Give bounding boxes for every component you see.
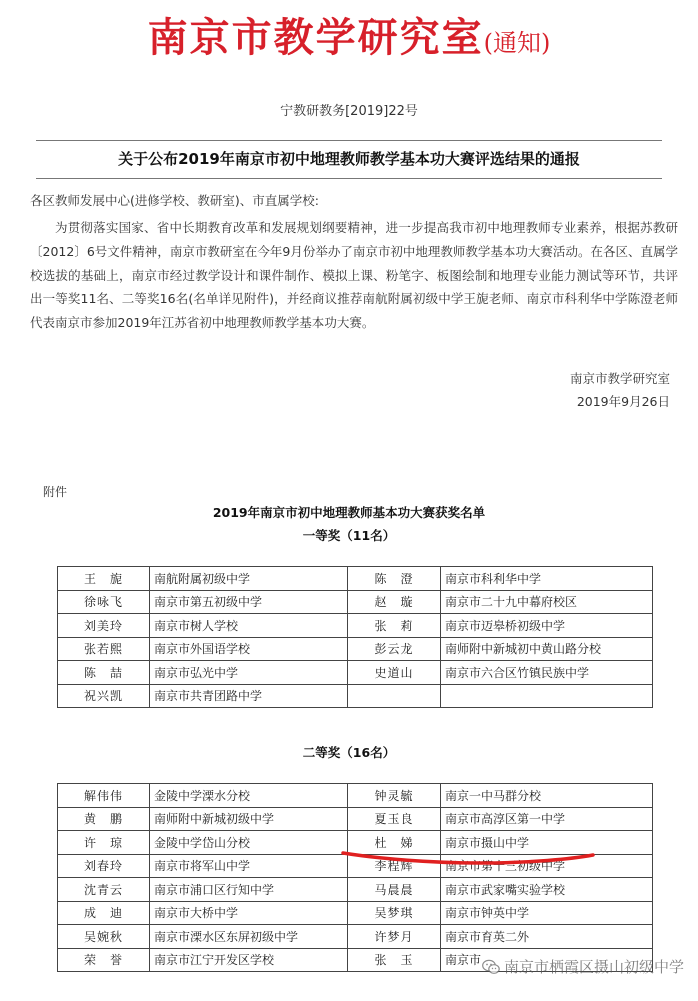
winner-school: 南京市六合区竹镇民族中学 bbox=[441, 661, 653, 685]
winner-school: 南京市江宁开发区学校 bbox=[150, 948, 348, 972]
attachment-label: 附件 bbox=[43, 485, 68, 499]
winner-school: 南京一中马群分校 bbox=[441, 784, 653, 808]
winner-name: 成 迪 bbox=[58, 901, 150, 925]
watermark bbox=[482, 956, 684, 977]
table-row bbox=[58, 901, 653, 925]
winner-school: 南京市弘光中学 bbox=[150, 661, 348, 685]
wechat-icon bbox=[482, 959, 500, 975]
table-row bbox=[58, 567, 653, 591]
second-prize-heading: 二等奖（16名） bbox=[302, 745, 396, 760]
letterhead-org: 南京市教学研究室 bbox=[147, 14, 484, 61]
winner-school: 南京市二十九中幕府校区 bbox=[441, 590, 653, 614]
winner-school: 南师附中新城初级中学 bbox=[150, 807, 348, 831]
table-row bbox=[58, 878, 653, 902]
winner-name: 吴梦琪 bbox=[348, 901, 441, 925]
table-row bbox=[58, 925, 653, 949]
signature-org: 南京市教学研究室 bbox=[569, 371, 670, 386]
winner-school: 南京市育英二外 bbox=[441, 925, 653, 949]
document-number: 宁教研教务[2019]22号 bbox=[280, 104, 418, 119]
winner-name bbox=[348, 684, 441, 708]
winner-school bbox=[441, 684, 653, 708]
winner-school: 南京市武家嘴实验学校 bbox=[441, 878, 653, 902]
winner-name: 许梦月 bbox=[348, 925, 441, 949]
divider-top bbox=[36, 140, 662, 141]
winner-name: 夏玉良 bbox=[348, 807, 441, 831]
winner-name: 黄 鹏 bbox=[58, 807, 150, 831]
winner-school: 南京市大桥中学 bbox=[150, 901, 348, 925]
winner-school: 南京市摄山中学 bbox=[441, 831, 653, 855]
first-prize-table bbox=[57, 566, 653, 708]
winner-name: 李程辉 bbox=[348, 854, 441, 878]
winner-school: 南京市第五初级中学 bbox=[150, 590, 348, 614]
winner-school: 南京市迈皋桥初级中学 bbox=[441, 614, 653, 638]
notice-body: 为贯彻落实国家、省中长期教育改革和发展规划纲要精神，进一步提高我市初中地理教师专业素养，根据苏教研〔2012〕6号文件精神，南京市教研室在今年9月份举办了南京市初中地理教师教学基本功大赛活动。在各区、直属学校选拔的基础上，南京市经过教学设计和课件制作、模拟上课、粉笔字、板图绘制和地理专业能力测试等环节，共评出一等奖11名、二等奖16名(名单详见附件)，并经商议推荐南航附属初级中学王旎老师、南京市科利华中学陈澄老师代表南京市参加2019年江苏省初中地理教师教学基本功大赛。 bbox=[30, 220, 678, 331]
winner-name: 荣 誉 bbox=[58, 948, 150, 972]
winner-name: 解伟伟 bbox=[58, 784, 150, 808]
first-prize-heading: 一等奖（11名） bbox=[302, 528, 396, 543]
table-row bbox=[58, 807, 653, 831]
winner-name: 钟灵毓 bbox=[348, 784, 441, 808]
table-row bbox=[58, 614, 653, 638]
winner-name: 沈青云 bbox=[58, 878, 150, 902]
table-row bbox=[58, 590, 653, 614]
winner-name: 祝兴凯 bbox=[58, 684, 150, 708]
winner-name: 刘美玲 bbox=[58, 614, 150, 638]
greeting: 各区教师发展中心(进修学校、教研室)、市直属学校: bbox=[30, 193, 319, 208]
table-row bbox=[58, 661, 653, 685]
signature-date: 2019年9月26日 bbox=[576, 394, 670, 409]
winner-school: 南京市溧水区东屏初级中学 bbox=[150, 925, 348, 949]
winner-name: 史道山 bbox=[348, 661, 441, 685]
winner-name: 许 琼 bbox=[58, 831, 150, 855]
winner-name: 张 玉 bbox=[348, 948, 441, 972]
table-row bbox=[58, 637, 653, 661]
winner-school: 南京市浦口区行知中学 bbox=[150, 878, 348, 902]
winner-name: 徐咏飞 bbox=[58, 590, 150, 614]
winner-name: 彭云龙 bbox=[348, 637, 441, 661]
winner-school: 南京市共青团路中学 bbox=[150, 684, 348, 708]
winner-school: 南京市第十三初级中学 bbox=[441, 854, 653, 878]
winner-name: 王 旎 bbox=[58, 567, 150, 591]
winner-school: 南京市钟英中学 bbox=[441, 901, 653, 925]
winner-school: 金陵中学岱山分校 bbox=[150, 831, 348, 855]
winner-name: 杜 娣 bbox=[348, 831, 441, 855]
winner-name: 赵 璇 bbox=[348, 590, 441, 614]
winner-school: 南京市高淳区第一中学 bbox=[441, 807, 653, 831]
winner-name: 刘春玲 bbox=[58, 854, 150, 878]
winner-school: 南师附中新城初中黄山路分校 bbox=[441, 637, 653, 661]
watermark-text: 南京市栖霞区摄山初级中学 bbox=[503, 958, 684, 976]
winner-school: 南京市将军山中学 bbox=[150, 854, 348, 878]
winner-school: 南航附属初级中学 bbox=[150, 567, 348, 591]
table-row bbox=[58, 784, 653, 808]
winner-name: 陈 澄 bbox=[348, 567, 441, 591]
letterhead-title bbox=[0, 6, 698, 63]
winner-name: 陈 喆 bbox=[58, 661, 150, 685]
winner-school: 南京市外国语学校 bbox=[150, 637, 348, 661]
notice-title: 关于公布2019年南京市初中地理教师教学基本功大赛评选结果的通报 bbox=[118, 150, 580, 168]
winner-name: 吴婉秋 bbox=[58, 925, 150, 949]
letterhead-tag: (通知) bbox=[483, 29, 551, 57]
winner-school: 南京市科利华中学 bbox=[441, 567, 653, 591]
winner-name: 马晨晨 bbox=[348, 878, 441, 902]
table-row bbox=[58, 684, 653, 708]
divider-bottom bbox=[36, 178, 662, 179]
winner-name: 张若熙 bbox=[58, 637, 150, 661]
winner-school: 金陵中学溧水分校 bbox=[150, 784, 348, 808]
red-highlight-underline bbox=[341, 849, 595, 873]
winner-name: 张 莉 bbox=[348, 614, 441, 638]
winner-school: 南京市树人学校 bbox=[150, 614, 348, 638]
second-prize-table bbox=[57, 783, 653, 972]
award-list-title: 2019年南京市初中地理教师基本功大赛获奖名单 bbox=[212, 505, 486, 520]
winner-school: 南京市 bbox=[441, 948, 653, 972]
